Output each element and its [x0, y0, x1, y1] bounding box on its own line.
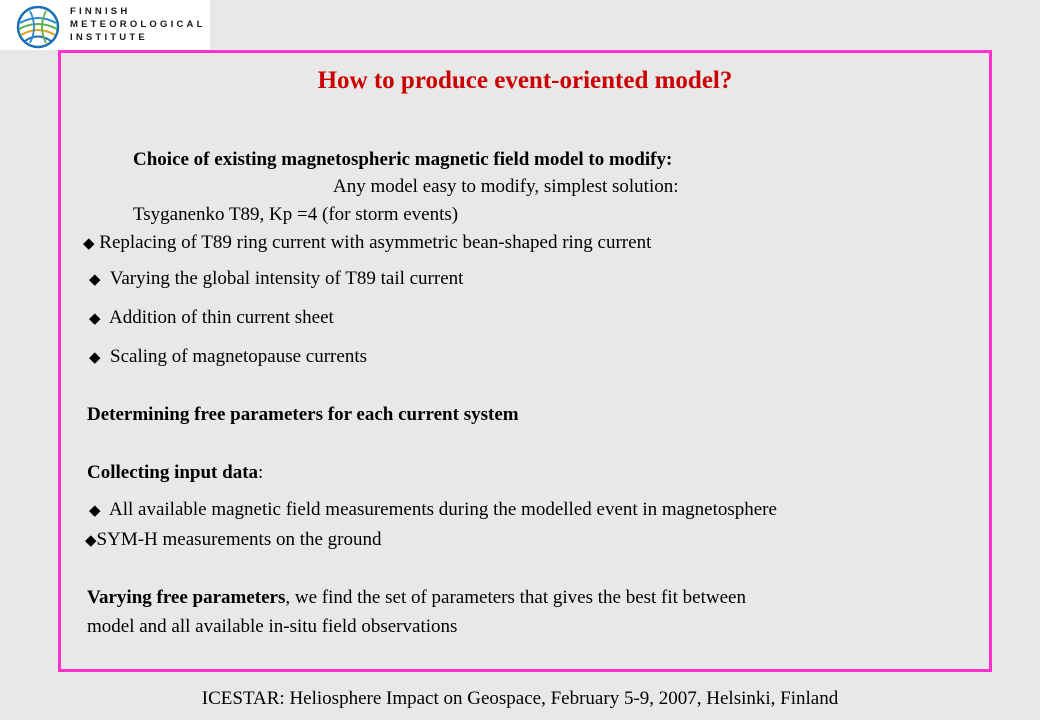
input-heading-bold: Collecting input data [87, 462, 259, 483]
logo [0, 0, 210, 50]
choice-line-3: Tsyganenko T89, Kp =4 (for storm events) [133, 204, 459, 225]
logo-text [70, 5, 206, 44]
choice-line-2: Any model easy to modify, simplest solution: [333, 176, 679, 197]
logo-line-1: FINNISH [70, 6, 131, 17]
varying-line-2: model and all available in-situ field observations [87, 616, 458, 637]
content-frame [58, 50, 992, 672]
diamond-bullet-icon: ◆ [89, 501, 101, 519]
logo-line-2: METEOROLOGICAL [70, 19, 206, 30]
slide-title: How to produce event-oriented model? [317, 67, 733, 94]
bullet-text: Varying the global intensity of T89 tail current [109, 268, 464, 289]
bullet-text: Replacing of T89 ring current with asymmetric bean-shaped ring current [99, 232, 652, 253]
bullet-text: All available magnetic field measurements during the modelled event in magnetosphere [109, 499, 777, 520]
input-bullet-2 [85, 529, 382, 551]
logo-line-3: INSTITUTE [70, 32, 148, 43]
diamond-bullet-icon: ◆ [89, 270, 101, 288]
diamond-bullet-icon: ◆ [89, 348, 101, 366]
fmi-logo-icon [16, 5, 60, 49]
bullet-text: Addition of thin current sheet [109, 307, 334, 328]
varying-rest: , we find the set of parameters that gives the best fit between [285, 587, 746, 608]
varying-bold: Varying free parameters [87, 587, 286, 608]
input-bullet-1 [89, 499, 777, 521]
diamond-bullet-icon: ◆ [85, 531, 97, 549]
bullet-text: SYM-H measurements on the ground [96, 529, 382, 550]
bullet-item-3 [89, 307, 334, 329]
diamond-bullet-icon: ◆ [83, 234, 95, 252]
diamond-bullet-icon: ◆ [89, 309, 101, 327]
choice-heading: Choice of existing magnetospheric magnetic field model to modify: [133, 149, 673, 170]
bullet-item-1 [83, 232, 651, 254]
free-params-heading: Determining free parameters for each current system [87, 404, 519, 425]
bullet-item-2 [89, 268, 463, 290]
input-heading-rest: : [258, 462, 264, 483]
bullet-text: Scaling of magnetopause currents [110, 346, 367, 367]
bullet-item-4 [89, 346, 367, 368]
footer-text: ICESTAR: Heliosphere Impact on Geospace, February 5-9, 2007, Helsinki, Finland [201, 688, 839, 709]
varying-line-1 [87, 587, 746, 609]
input-heading [87, 462, 263, 484]
